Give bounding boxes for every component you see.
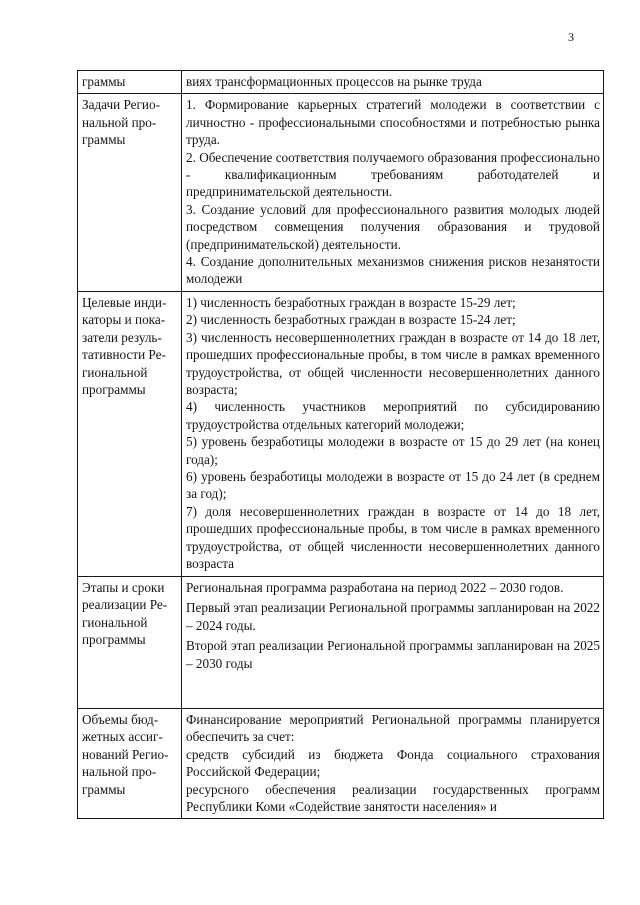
paragraph: 7) доля несовершеннолетних граждан в возрасте от 14 до 18 лет, прошедших профессиональные пробы, в том числе в рамках временного трудоустройства, от общей численности несовершеннолетних данного возраста <box>186 503 600 571</box>
row-label: Задачи Региональной программы <box>78 94 182 291</box>
table-row-tasks <box>78 94 604 291</box>
paragraph: 1. Формирование карьерных стратегий молодежи в соответствии с личностно - профессиональными способностями и потребностью рынка труда. <box>186 97 600 148</box>
paragraph: 6) уровень безработицы молодежи в возрасте от 15 до 24 лет (в среднем за год); <box>186 468 600 502</box>
page-number: 3 <box>568 30 574 44</box>
row-value <box>182 576 604 708</box>
row-value <box>182 71 604 94</box>
table-row-budget <box>78 708 604 818</box>
table-row-indicators <box>78 291 604 576</box>
row-value <box>182 291 604 576</box>
paragraph: Первый этап реализации Региональной программы запланирован на 2022 – 2024 годы. <box>186 600 600 633</box>
paragraph: 4. Создание дополнительных механизмов снижения рисков незанятости молодежи <box>186 254 600 287</box>
paragraph: 2) численность безработных граждан в возрасте 15-24 лет; <box>186 312 516 328</box>
paragraph: Региональная программа разработана на период 2022 – 2030 годов. <box>186 579 564 595</box>
row-label: Объемы бюджетных ассигнований Региональной программы <box>78 708 182 818</box>
paragraph: 2. Обеспечение соответствия получаемого образования профессионально - квалификационным требованиям работодателей и предпринимательской деятельности. <box>186 149 600 200</box>
paragraph: средств субсидий из бюджета Фонда социального страхования Российской Федерации; <box>186 746 600 780</box>
table-row-stages <box>78 576 604 708</box>
paragraph: виях трансформационных процессов на рынке труда <box>186 74 482 89</box>
row-value <box>182 708 604 818</box>
paragraph: Второй этап реализации Региональной программы запланирован на 2025 – 2030 годы <box>186 638 600 671</box>
row-label: граммы <box>78 71 182 94</box>
row-value <box>182 94 604 291</box>
row-label: Этапы и сроки реализации Региональной программы <box>78 576 182 708</box>
program-passport-table <box>77 70 604 819</box>
paragraph: ресурсного обеспечения реализации государственных программ Республики Коми «Содействие занятости населения» и <box>186 781 600 814</box>
paragraph: 3. Создание условий для профессионального развития молодых людей посредством совмещения получения образования и трудовой (предпринимательской) деятельности. <box>186 201 600 252</box>
paragraph: 1) численность безработных граждан в возрасте 15-29 лет; <box>186 294 516 310</box>
paragraph: 3) численность несовершеннолетних граждан в возрасте от 14 до 18 лет, прошедших профессиональные пробы, в том числе в рамках временного трудоустройства, от общей численности несовершеннолетних данного возраста; <box>186 329 600 397</box>
paragraph: 5) уровень безработицы молодежи в возрасте от 15 до 29 лет (на конец года); <box>186 434 600 467</box>
paragraph: 4) численность участников мероприятий по субсидированию трудоустройства отдельных категорий молодежи; <box>186 399 600 432</box>
row-label: Целевые индикаторы и показатели результативности Региональной программы <box>78 291 182 576</box>
table-row-continuation <box>78 71 604 94</box>
paragraph: Финансирование мероприятий Региональной программы планируется обеспечить за счет: <box>186 711 600 745</box>
